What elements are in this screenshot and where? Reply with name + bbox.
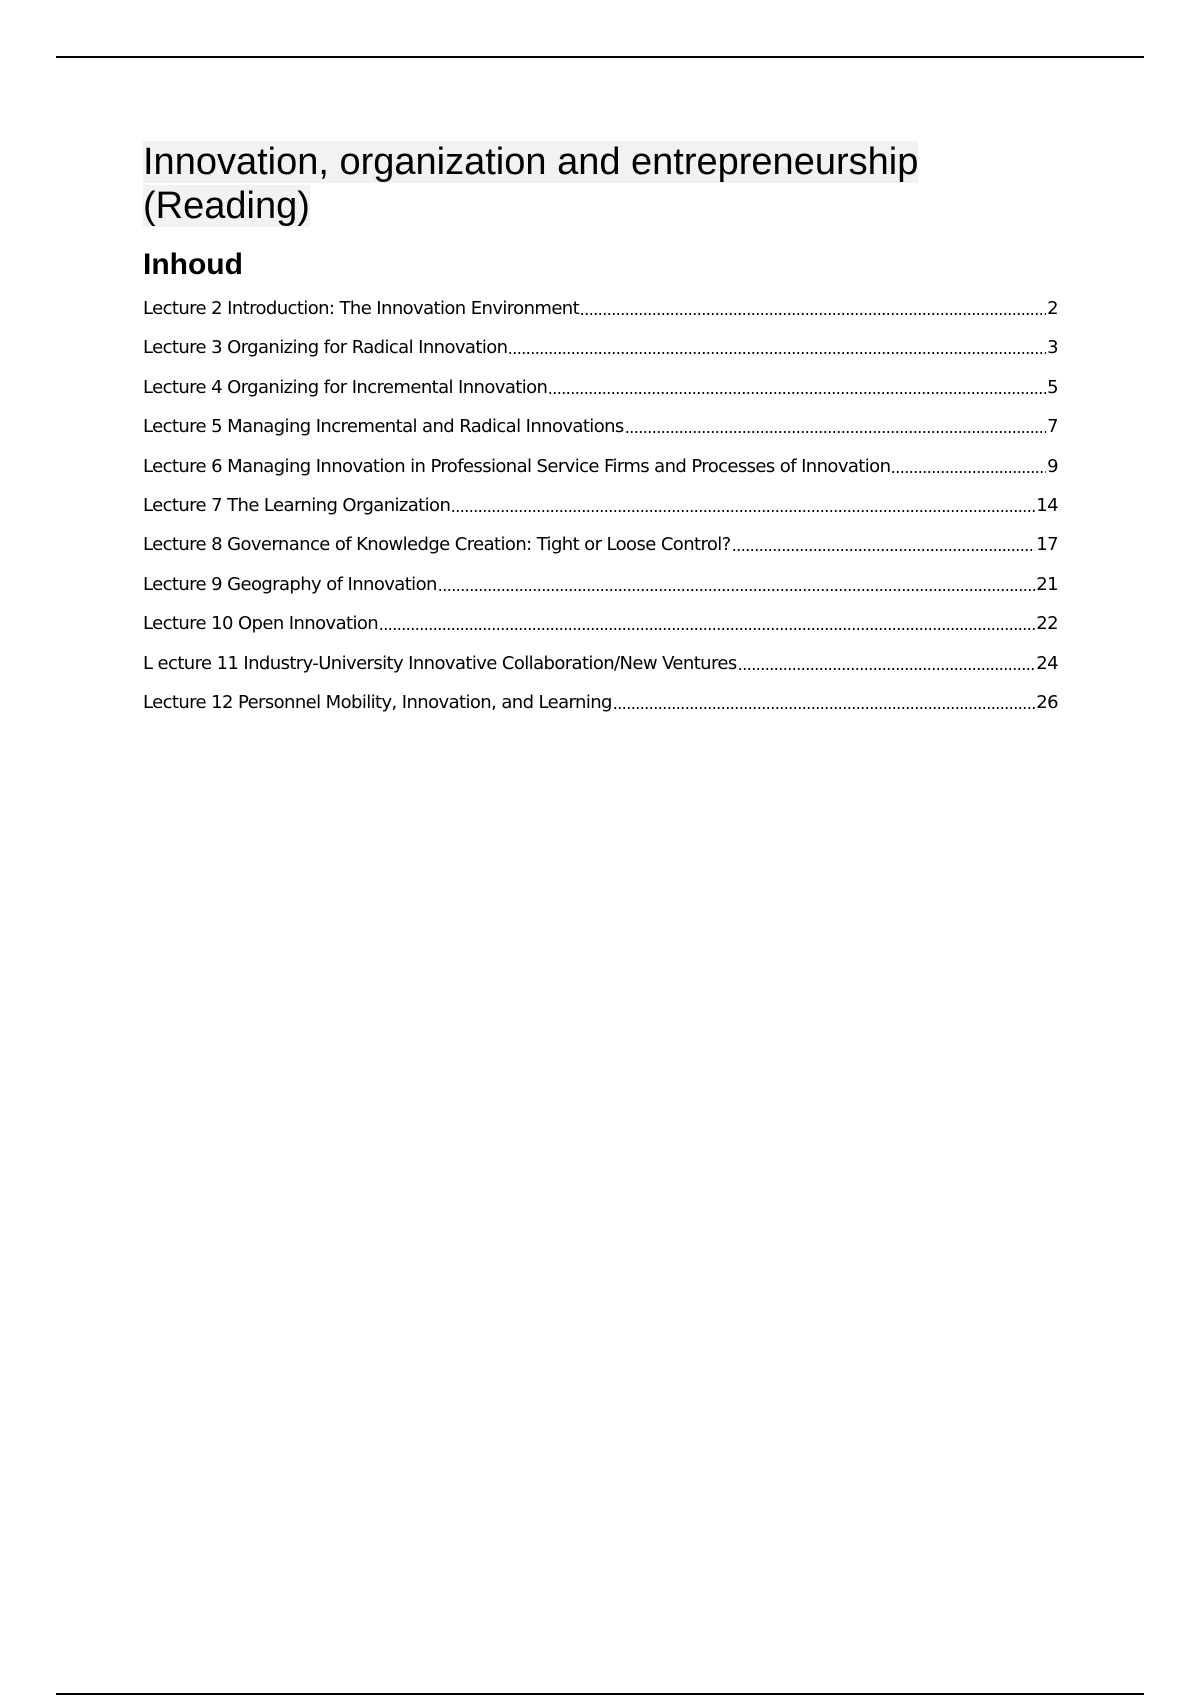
toc-entry[interactable] <box>143 414 1058 453</box>
toc-dot-leader <box>625 416 1046 434</box>
toc-entry[interactable] <box>143 335 1058 374</box>
toc-page-number: 5 <box>1047 376 1058 398</box>
toc-entry[interactable] <box>143 690 1058 729</box>
toc-dot-leader <box>379 613 1035 631</box>
toc-entry[interactable] <box>143 454 1058 493</box>
toc-entry[interactable] <box>143 375 1058 414</box>
toc-dot-leader <box>613 692 1035 710</box>
toc-page-number: 3 <box>1047 337 1058 359</box>
toc-dot-leader <box>738 653 1036 671</box>
document-title-line-1: Innovation, organization and entrepreneurship <box>143 141 919 183</box>
toc-entry[interactable] <box>143 651 1058 690</box>
toc-page-number: 7 <box>1047 416 1058 438</box>
toc-dot-leader <box>548 377 1046 395</box>
toc-page-number: 22 <box>1036 613 1058 635</box>
toc-entry[interactable] <box>143 296 1058 335</box>
toc-entry-title: Lecture 4 Organizing for Incremental Innovation <box>143 376 548 398</box>
footer-rule <box>56 1693 1144 1695</box>
toc-page-number: 17 <box>1036 534 1058 556</box>
toc-entry-title: Lecture 12 Personnel Mobility, Innovation, and Learning <box>143 691 612 713</box>
header-rule <box>56 56 1144 58</box>
toc-dot-leader <box>891 456 1046 474</box>
toc-page-number: 2 <box>1047 298 1058 319</box>
toc-entry-title: Lecture 8 Governance of Knowledge Creation: Tight or Loose Control? <box>143 534 731 556</box>
toc-entry-title: Lecture 5 Managing Incremental and Radical Innovations <box>143 416 624 438</box>
toc-entry-title: Lecture 7 The Learning Organization <box>143 494 451 516</box>
toc-entry[interactable] <box>143 572 1058 611</box>
toc-entry-title: L ecture 11 Industry-University Innovative Collaboration/New Ventures <box>143 652 737 674</box>
table-of-contents <box>143 296 1058 729</box>
toc-page-number: 26 <box>1036 691 1058 713</box>
toc-heading: Inhoud <box>143 248 243 281</box>
document-title-line-2: (Reading) <box>143 185 310 227</box>
toc-entry-title: Lecture 2 Introduction: The Innovation Environment <box>143 298 580 319</box>
toc-dot-leader <box>451 495 1035 513</box>
document-body <box>143 140 1058 729</box>
toc-page-number: 24 <box>1036 652 1058 674</box>
toc-entry[interactable] <box>143 532 1058 571</box>
toc-dot-leader <box>438 574 1035 592</box>
toc-page-number: 21 <box>1036 573 1058 595</box>
toc-page-number: 14 <box>1036 494 1058 516</box>
toc-dot-leader <box>580 298 1046 316</box>
toc-entry[interactable] <box>143 611 1058 650</box>
toc-entry-title: Lecture 3 Organizing for Radical Innovation <box>143 337 508 359</box>
document-title <box>143 140 1058 228</box>
toc-entry[interactable] <box>143 493 1058 532</box>
toc-entry-title: Lecture 10 Open Innovation <box>143 613 379 635</box>
toc-dot-leader <box>508 337 1046 355</box>
toc-page-number: 9 <box>1047 455 1058 477</box>
toc-entry-title: Lecture 9 Geography of Innovation <box>143 573 437 595</box>
toc-entry-title: Lecture 6 Managing Innovation in Professional Service Firms and Processes of Innovation <box>143 455 891 477</box>
toc-dot-leader <box>732 534 1036 552</box>
